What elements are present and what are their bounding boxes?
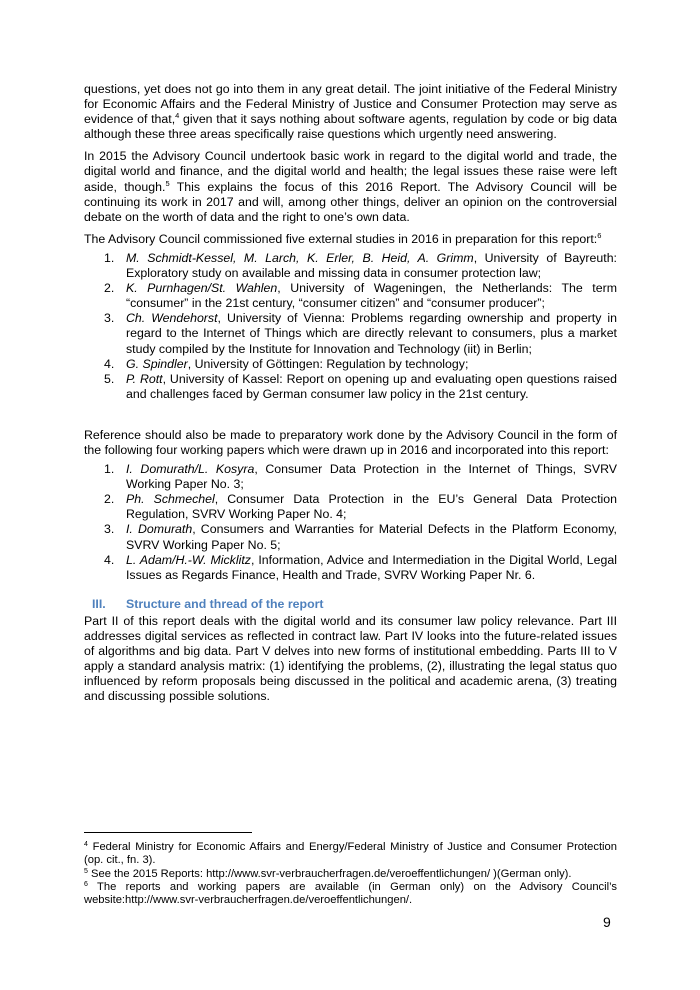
list-item: 3. I. Domurath, Consumers and Warranties for Material Defects in the Platform Economy, SVRV Working Paper No. 5; <box>104 522 617 552</box>
paragraph: In 2015 the Advisory Council undertook basic work in regard to the digital world and trade, the digital world and finance, and the digital world and health; the legal issues these raise were left aside, though.$^5$ This explains the focus of this 2016 Report. The Advisory Council will be continuing its work in 2017 and will, among other things, deliver an opinion on the controversial debate on the worth of data and the right to one’s own data. <box>84 149 617 224</box>
footnote: $^4$ Federal Ministry for Economic Affairs and Energy/Federal Ministry of Justice and Consumer Protection (op. cit., fn. 3). <box>84 841 617 867</box>
author-names: P. Rott <box>126 371 163 386</box>
footnote-ref[interactable]: 5 <box>165 178 170 188</box>
footnotes <box>84 832 617 907</box>
footnote-ref[interactable]: 4 <box>175 111 180 121</box>
list-item: 4. L. Adam/H.-W. Micklitz, Information, Advice and Intermediation in the Digital World, Legal Issues as Regards Finance, Health and Trade, SVRV Working Paper Nr. 6. <box>104 552 617 582</box>
section-number: III. <box>92 596 106 611</box>
author-names: Ch. Wendehorst <box>126 311 218 326</box>
list-item: 2. Ph. Schmechel, Consumer Data Protection in the EU’s General Data Protection Regulation, SVRV Working Paper No. 4; <box>104 492 617 522</box>
author-names: I. Domurath/L. Kosyra <box>126 462 255 477</box>
footnote: $^5$ See the 2015 Reports: http://www.svr-verbraucherfragen.de/veroeffentlichungen/ )(German only). <box>84 867 572 880</box>
list-item: 3. Ch. Wendehorst, University of Vienna: Problems regarding ownership and property in regard to the Internet of Things which are directly relevant to consumers, plus a market study compiled by the Institute for Innovation and Technology (iit) in Berlin; <box>104 311 617 356</box>
paragraph: Part II of this report deals with the digital world and its consumer law policy relevance. Part III addresses digital services as reflected in contract law. Part IV looks into the future-related issues of algorithms and big data. Part V delves into new forms of institutional embedding. Parts III to V apply a standard analysis matrix: (1) identifying the problems, (2), illustrating the legal status quo influenced by reform proposals being discussed in the political and academic arena, (3) treating and discussing possible solutions. <box>84 613 617 704</box>
footnote-ref[interactable]: 6 <box>597 230 602 240</box>
list-item: 1. M. Schmidt-Kessel, M. Larch, K. Erler, B. Heid, A. Grimm, University of Bayreuth: Exploratory study on available and missing data in consumer protection law; <box>104 250 617 281</box>
list-item: 4. G. Spindler, University of Göttingen: Regulation by technology; <box>104 356 469 371</box>
author-names: M. Schmidt-Kessel, M. Larch, K. Erler, B. Heid, A. Grimm <box>126 250 474 265</box>
body-text <box>84 82 617 711</box>
paragraph: The Advisory Council commissioned five external studies in 2016 in preparation for this report:$^6$ <box>84 230 602 246</box>
author-names: Ph. Schmechel <box>126 492 215 507</box>
paragraph: questions, yet does not go into them in any great detail. The joint initiative of the Federal Ministry for Economic Affairs and the Federal Ministry of Justice and Consumer Protection may serve as evidence of that,$^4$ given that it says nothing about software agents, regulation by code or big data although these three areas specifically raise questions which urgently need answering. <box>84 82 617 142</box>
list-item: 2. K. Purnhagen/St. Wahlen, University of Wageningen, the Netherlands: The term “consumer” in the 21st century, “consumer citizen” and “consumer producer”; <box>104 281 617 311</box>
footnote: $^6$ The reports and working papers are available (in German only) on the Advisory Council’s website:http://www.svr-verbraucherfragen.de/veroeffentlichungen/. <box>84 880 617 907</box>
author-names: K. Purnhagen/St. Wahlen <box>126 281 278 296</box>
list-item: 5. P. Rott, University of Kassel: Report on opening up and evaluating open questions raised and challenges faced by German consumer law policy in the 21st century. <box>104 371 617 401</box>
section-title: Structure and thread of the report <box>126 596 324 611</box>
studies-list <box>84 251 617 402</box>
paragraph: Reference should also be made to preparatory work done by the Advisory Council in the form of the following four working papers which were drawn up in 2016 and incorporated into this report: <box>84 427 617 457</box>
section-heading <box>84 597 617 612</box>
list-item: 1. I. Domurath/L. Kosyra, Consumer Data Protection in the Internet of Things, SVRV Working Paper No. 3; <box>104 462 617 492</box>
author-names: L. Adam/H.-W. Micklitz <box>126 552 251 567</box>
page-number: 9 <box>603 914 611 930</box>
working-papers-list <box>84 462 617 583</box>
author-names: I. Domurath <box>126 522 193 537</box>
author-names: G. Spindler <box>126 356 188 371</box>
footnote-divider <box>84 832 252 833</box>
